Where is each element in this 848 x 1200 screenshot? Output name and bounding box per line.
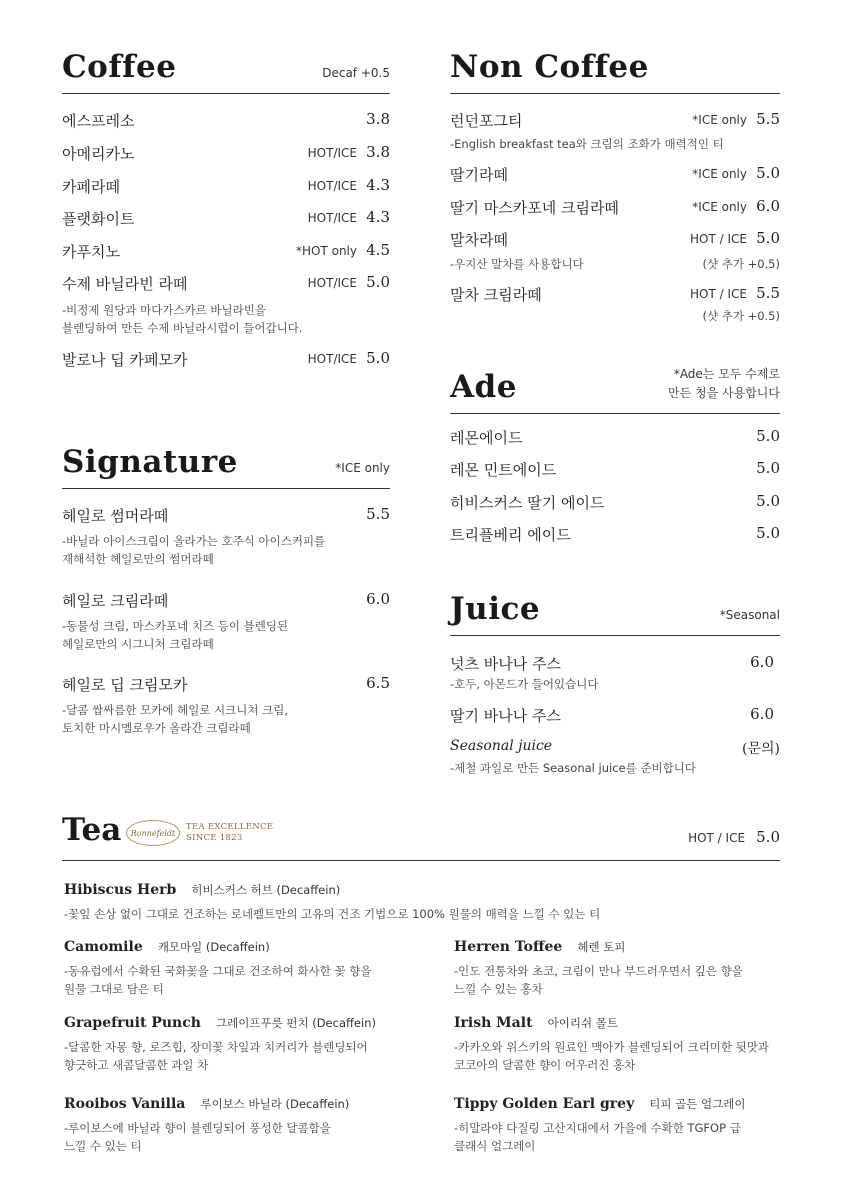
item-extra: (샷 추가 +0.5) (702, 309, 780, 323)
item-price: 5.0 (756, 427, 780, 445)
item-description: -바닐라 아이스크림이 올라가는 호주식 아이스커피를 재해석한 헤일로만의 썸머라떼 (62, 534, 326, 566)
item-temp: *HOT only (296, 244, 357, 258)
item-price: 4.3 (366, 208, 390, 226)
item-name: 카페라떼 (62, 178, 120, 196)
tea-name-en: Irish Malt (454, 1015, 533, 1031)
item-price: 4.5 (366, 241, 390, 259)
item-description: -English breakfast tea와 크림의 조화가 매력적인 티 (450, 137, 724, 151)
tea-price-block (688, 827, 780, 846)
menu-item (450, 705, 780, 729)
item-price: 5.0 (366, 273, 390, 291)
tea-name-en: Grapefruit Punch (64, 1015, 201, 1031)
tea-description: -동유럽에서 수확된 국화꽃을 그대로 건조하여 화사한 꽃 향을 원물 그대로 담은 티 (64, 964, 372, 996)
tea-name-en: Rooibos Vanilla (64, 1096, 186, 1112)
item-price: 5.0 (756, 229, 780, 247)
tea-description: -히말라야 다질링 고산지대에서 가을에 수확한 TGFOP 급 클래식 얼그레이 (454, 1121, 741, 1153)
item-name: 헤일로 크림라떼 (62, 592, 169, 610)
coffee-header (62, 40, 390, 94)
item-name: 딸기라떼 (450, 166, 508, 184)
item-temp: *ICE only (692, 167, 747, 181)
item-extra: (샷 추가 +0.5) (702, 257, 780, 271)
item-description: -비정제 원당과 마다가스카르 바닐라빈을 블렌딩하여 만든 수제 바닐라시럽이 들어갑니다. (62, 303, 303, 335)
tea-item (454, 1093, 745, 1155)
item-name: 딸기 마스카포네 크림라떼 (450, 199, 619, 217)
tea-header (62, 808, 780, 861)
signature-note: *ICE only (335, 461, 390, 475)
tea-name-en: Hibiscus Herb (64, 882, 177, 898)
menu-item (62, 110, 390, 134)
tea-name-ko: 아이리쉬 몰트 (547, 1016, 618, 1030)
menu-item (450, 524, 780, 548)
item-temp: HOT/ICE (307, 211, 357, 225)
item-price: 6.0 (366, 590, 390, 608)
menu-item (450, 229, 780, 253)
juice-note: *Seasonal (719, 608, 780, 622)
tea-item (454, 1012, 769, 1074)
tea-description: -달콤한 자몽 향, 로즈힙, 장미꽃 차잎과 치커리가 블렌딩되어 향긋하고 새콤달콤한 과일 차 (64, 1040, 368, 1072)
tea-name-en: Herren Toffee (454, 939, 563, 955)
juice-header (450, 585, 780, 636)
item-price: 5.0 (756, 459, 780, 477)
tea-description: -루이보스에 바닐라 향이 블렌딩되어 풍성한 달콤함을 느낄 수 있는 티 (64, 1121, 331, 1153)
item-price: 5.0 (366, 349, 390, 367)
item-description: -호두, 아몬드가 들어있습니다 (450, 677, 599, 691)
tea-description: -인도 전통차와 초코, 크림이 만나 부드러우면서 깊은 향을 느낄 수 있는 홍차 (454, 964, 743, 996)
item-price: 6.0 (756, 197, 780, 215)
item-name: 수제 바닐라빈 라떼 (62, 275, 188, 293)
tea-name-en: Camomile (64, 939, 143, 955)
item-description: -제철 과일로 만든 Seasonal juice를 준비합니다 (450, 761, 696, 775)
tea-item (64, 1012, 376, 1074)
tea-name-en: Tippy Golden Earl grey (454, 1096, 635, 1112)
item-price: 3.8 (366, 143, 390, 161)
item-price: 5.5 (756, 110, 780, 128)
menu-item (450, 197, 780, 221)
tea-description: -카카오와 위스키의 원료인 맥아가 블렌딩되어 크리미한 뒷맛과 코코아의 달콤한 향이 어우러진 홍차 (454, 1040, 769, 1072)
item-name: 런던포그티 (450, 112, 523, 130)
ade-section (450, 355, 780, 555)
juice-title: Juice (450, 591, 541, 627)
item-description: -달콤 쌉싸름한 모카에 헤일로 시크니쳐 크림, 토치한 마시멜로우가 올라간 크림라떼 (62, 703, 289, 735)
item-temp: HOT/ICE (307, 276, 357, 290)
menu-item (62, 349, 390, 373)
item-name: Seasonal juice (450, 738, 553, 754)
noncoffee-title: Non Coffee (450, 49, 649, 85)
item-price: 5.0 (756, 492, 780, 510)
item-price: 4.3 (366, 176, 390, 194)
item-price: 5.5 (756, 284, 780, 302)
item-name: 발로나 딥 카페모카 (62, 351, 188, 369)
item-temp: HOT/ICE (307, 352, 357, 366)
tea-item (64, 936, 371, 998)
item-description: -우지산 말차를 사용합니다 (450, 257, 584, 271)
noncoffee-header (450, 40, 780, 94)
tea-item (64, 879, 600, 923)
item-name: 딸기 바나나 주스 (450, 707, 561, 725)
menu-item (62, 674, 390, 698)
ade-title: Ade (450, 369, 517, 405)
menu-item (450, 110, 780, 134)
tea-name-ko: 캐모마일 (Decaffein) (157, 940, 270, 954)
item-price: 3.8 (366, 110, 390, 128)
menu-item (450, 284, 780, 308)
item-temp: HOT/ICE (307, 146, 357, 160)
ronnefeldt-logo: Ronnefeldt (126, 820, 180, 846)
menu-item (62, 590, 390, 614)
signature-header (62, 436, 390, 489)
menu-item (62, 505, 390, 529)
menu-item (450, 164, 780, 188)
item-name: 헤일로 썸머라떼 (62, 507, 169, 525)
item-temp: HOT / ICE (690, 232, 747, 246)
item-name: 히비스커스 딸기 에이드 (450, 494, 605, 512)
menu-item (62, 273, 390, 297)
item-name: 아메리카노 (62, 145, 135, 163)
tea-name-ko: 티피 골든 얼그레이 (649, 1097, 746, 1111)
tea-title: Tea (62, 812, 122, 848)
menu-item (62, 241, 390, 265)
item-name: 트리플베리 에이드 (450, 526, 571, 544)
menu-item (450, 492, 780, 516)
item-name: 레몬 민트에이드 (450, 461, 557, 479)
menu-item (62, 208, 390, 232)
menu-item (62, 143, 390, 167)
item-name: 카푸치노 (62, 243, 120, 261)
item-price: 6.0 (750, 705, 774, 723)
signature-title: Signature (62, 444, 238, 480)
menu-item (450, 653, 780, 677)
tea-name-ko: 헤렌 토피 (577, 940, 626, 954)
item-name: 넛츠 바나나 주스 (450, 655, 561, 673)
menu-item (62, 176, 390, 200)
item-price: 6.5 (366, 674, 390, 692)
item-name: 말차라떼 (450, 231, 508, 249)
item-price: (문의) (742, 741, 780, 757)
tea-description: -꽃잎 손상 없이 그대로 건조하는 로네펠트만의 고유의 건조 기법으로 100% 원물의 매력을 느낄 수 있는 티 (64, 907, 601, 921)
tea-item (64, 1093, 349, 1155)
item-name: 헤일로 딥 크림모카 (62, 676, 188, 694)
coffee-section (62, 40, 390, 380)
signature-section (62, 436, 390, 756)
coffee-title: Coffee (62, 49, 177, 85)
tea-temp: HOT / ICE (688, 831, 746, 845)
ade-note: *Ade는 모두 수제로 만든 청을 사용합니다 (668, 367, 780, 400)
item-name: 말차 크림라떼 (450, 286, 542, 304)
tea-name-ko: 히비스커스 허브 (Decaffein) (191, 883, 341, 897)
logo-tagline: TEA EXCELLENCE SINCE 1823 (186, 822, 274, 843)
item-temp: HOT / ICE (690, 287, 747, 301)
item-price: 5.5 (366, 505, 390, 523)
item-name: 레몬에이드 (450, 429, 523, 447)
item-name: 에스프레소 (62, 112, 135, 130)
item-temp: HOT/ICE (307, 179, 357, 193)
tea-price: 5.0 (756, 828, 780, 846)
noncoffee-section (450, 40, 780, 340)
tea-name-ko: 그레이프푸릇 펀치 (Decaffein) (216, 1016, 376, 1030)
ade-header (450, 355, 780, 414)
item-description: -동물성 크림, 마스카포네 치즈 등이 블렌딩된 헤일로만의 시그니처 크림라떼 (62, 619, 289, 651)
item-name: 플랫화이트 (62, 210, 135, 228)
tea-item (454, 936, 743, 998)
item-price: 6.0 (750, 653, 774, 671)
juice-section (450, 585, 780, 785)
item-temp: *ICE only (692, 113, 747, 127)
coffee-note: Decaf +0.5 (322, 66, 390, 80)
item-temp: *ICE only (692, 200, 747, 214)
item-price: 5.0 (756, 164, 780, 182)
menu-item (450, 427, 780, 451)
tea-name-ko: 루이보스 바닐라 (Decaffein) (200, 1097, 350, 1111)
menu-item (450, 459, 780, 483)
item-price: 5.0 (756, 524, 780, 542)
